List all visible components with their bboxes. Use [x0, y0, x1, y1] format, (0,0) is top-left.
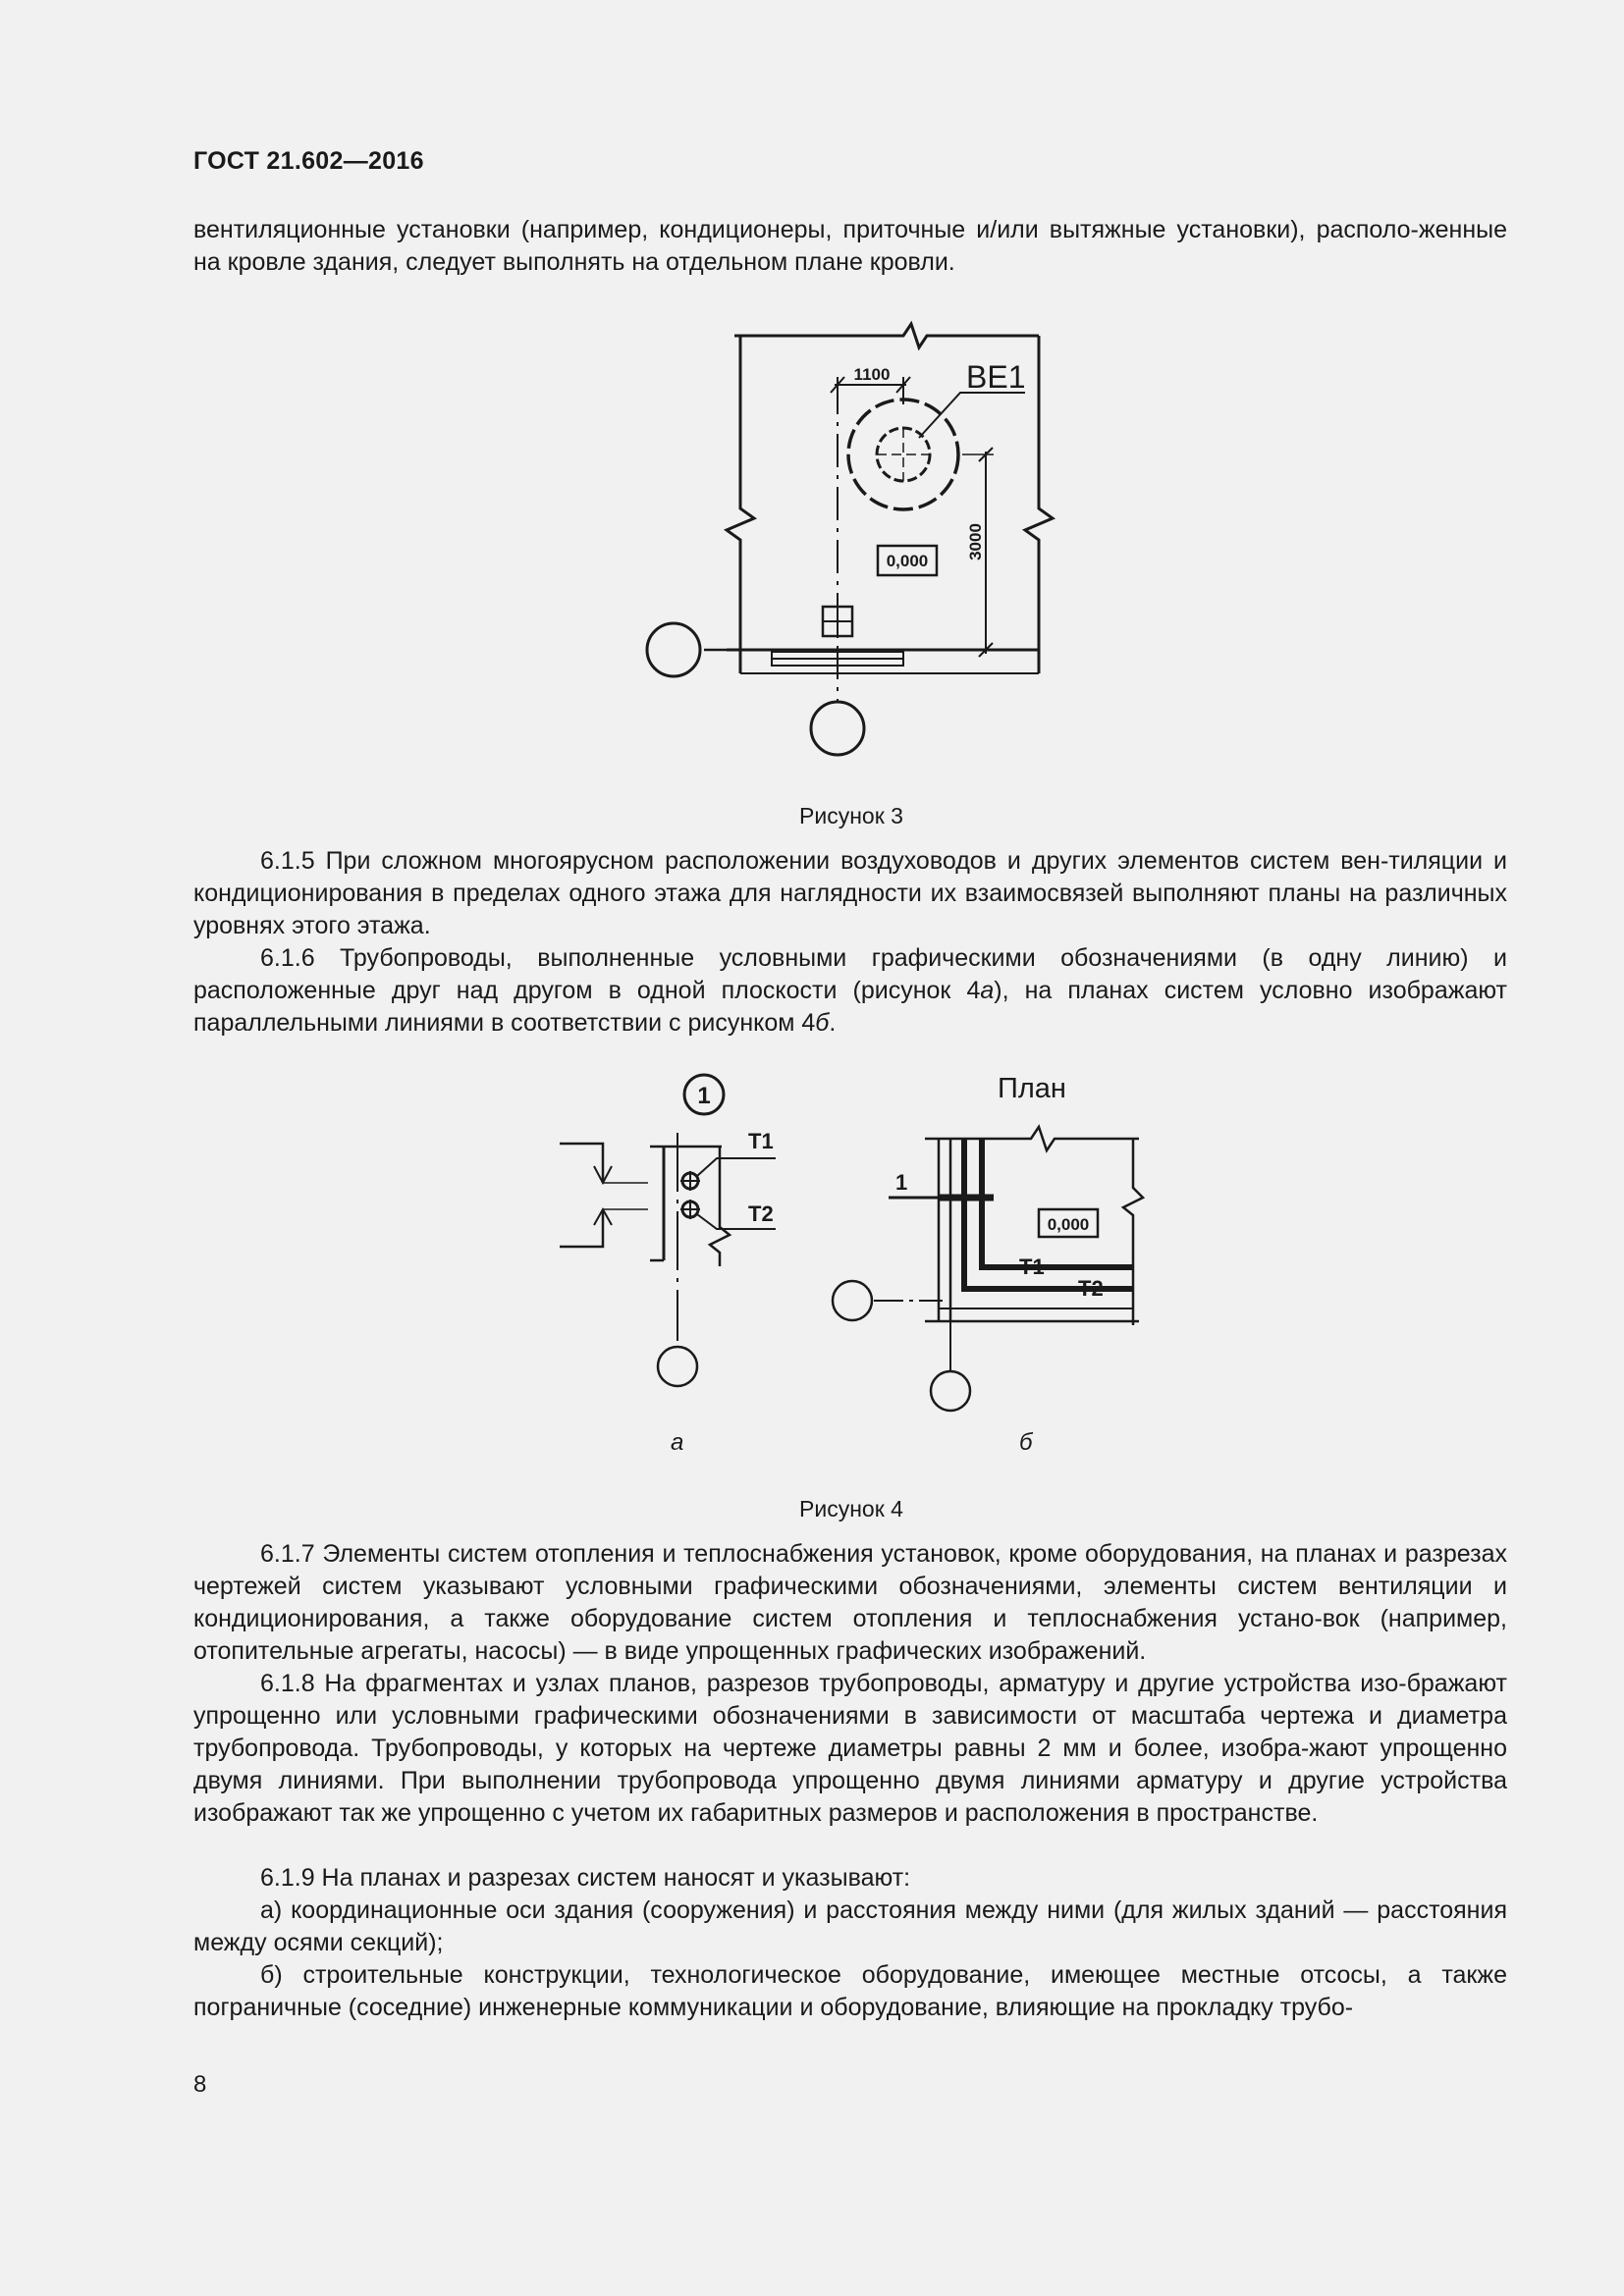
- paragraph-6-1-9-a: а) координационные оси здания (сооружения) и расстояния между ними (для жилых зданий — расстояния между осями секций);: [193, 1896, 1507, 1956]
- paragraph-6-1-9: 6.1.9 На планах и разрезах систем наносят и указывают:: [260, 1864, 911, 1892]
- p616-end: .: [829, 1009, 837, 1037]
- figure-4-sub-a-label: а: [671, 1429, 684, 1456]
- fig4b-level-mark: 0,000: [1047, 1215, 1090, 1234]
- fig4a-pipe-t1-label: Т1: [748, 1129, 774, 1153]
- figure-4-sub-b-label: б: [1019, 1429, 1033, 1456]
- fig3-dim-vertical: 3000: [966, 523, 985, 561]
- paragraph-6-1-7: 6.1.7 Элементы систем отопления и теплоснабжения установок, кроме оборудования, на планах и разрезах чертежей систем указывают условными графическими обозначениями, элементы систем вентиляции и кондиционирования, а также оборудование систем отопления и теплоснабжения устано-вок (например, отопительные агрегаты, насосы) — в виде упрощенных графических изображений.: [193, 1540, 1507, 1665]
- p616-part-a: 6.1.6 Трубопроводы, выполненные условными графическими обозначениями (в одну линию) и расположенные друг над другом в одной плоскости (рисунок 4: [193, 944, 1507, 1004]
- document-header: ГОСТ 21.602—2016: [193, 147, 424, 175]
- page-number: 8: [193, 2071, 207, 2098]
- fig3-unit-label: ВЕ1: [966, 359, 1026, 395]
- fig4b-pipe-t2-label: Т2: [1078, 1276, 1104, 1301]
- paragraph-6-1-5: 6.1.5 При сложном многоярусном расположении воздуховодов и других элементов систем вен-тиляции и кондиционирования в пределах одного этажа для наглядности их взаимосвязей выполняют планы на различных уровнях этого этажа.: [193, 847, 1507, 939]
- figure-3-caption: Рисунок 3: [799, 803, 903, 828]
- fig4-callout-number: 1: [697, 1083, 711, 1109]
- fig4a-pipe-t2-label: Т2: [748, 1201, 774, 1226]
- p616-part-b: ), на планах систем условно изображают параллельными линиями в соответствии с рисунком 4: [193, 977, 1507, 1037]
- paragraph-intro: вентиляционные установки (например, кондиционеры, приточные и/или вытяжные установки), располо-женные на кровле здания, следует выполнять на отдельном плане кровли.: [193, 216, 1507, 276]
- fig3-dim-horizontal: 1100: [853, 365, 891, 384]
- p616-ref-b: б: [815, 1009, 830, 1037]
- paragraph-6-1-9-b: б) строительные конструкции, технологическое оборудование, имеющее местные отсосы, а также пограничные (соседние) инженерные коммуникации и оборудование, влияющие на прокладку трубо-: [193, 1961, 1507, 2021]
- fig4b-callout-ref: 1: [895, 1170, 908, 1195]
- fig3-level-mark: 0,000: [886, 552, 929, 570]
- paragraph-6-1-8: 6.1.8 На фрагментах и узлах планов, разрезов трубопроводы, арматуру и другие устройства изо-бражают упрощенно или условными графическими обозначениями в зависимости от масштаба чертежа и диаметра трубопровода. Трубопроводы, у которых на чертеже диаметры равны 2 мм и более, изобра-жают упрощенно двумя линиями. При выполнении трубопровода упрощенно двумя линиями арматуру и другие устройства изображают так же упрощенно с учетом их габаритных размеров и расположения в пространстве.: [193, 1670, 1507, 1827]
- fig4b-pipe-t1-label: Т1: [1019, 1255, 1045, 1279]
- p616-ref-a: а: [980, 977, 995, 1004]
- figure-4-caption: Рисунок 4: [799, 1496, 903, 1522]
- fig4-plan-title: План: [998, 1073, 1066, 1104]
